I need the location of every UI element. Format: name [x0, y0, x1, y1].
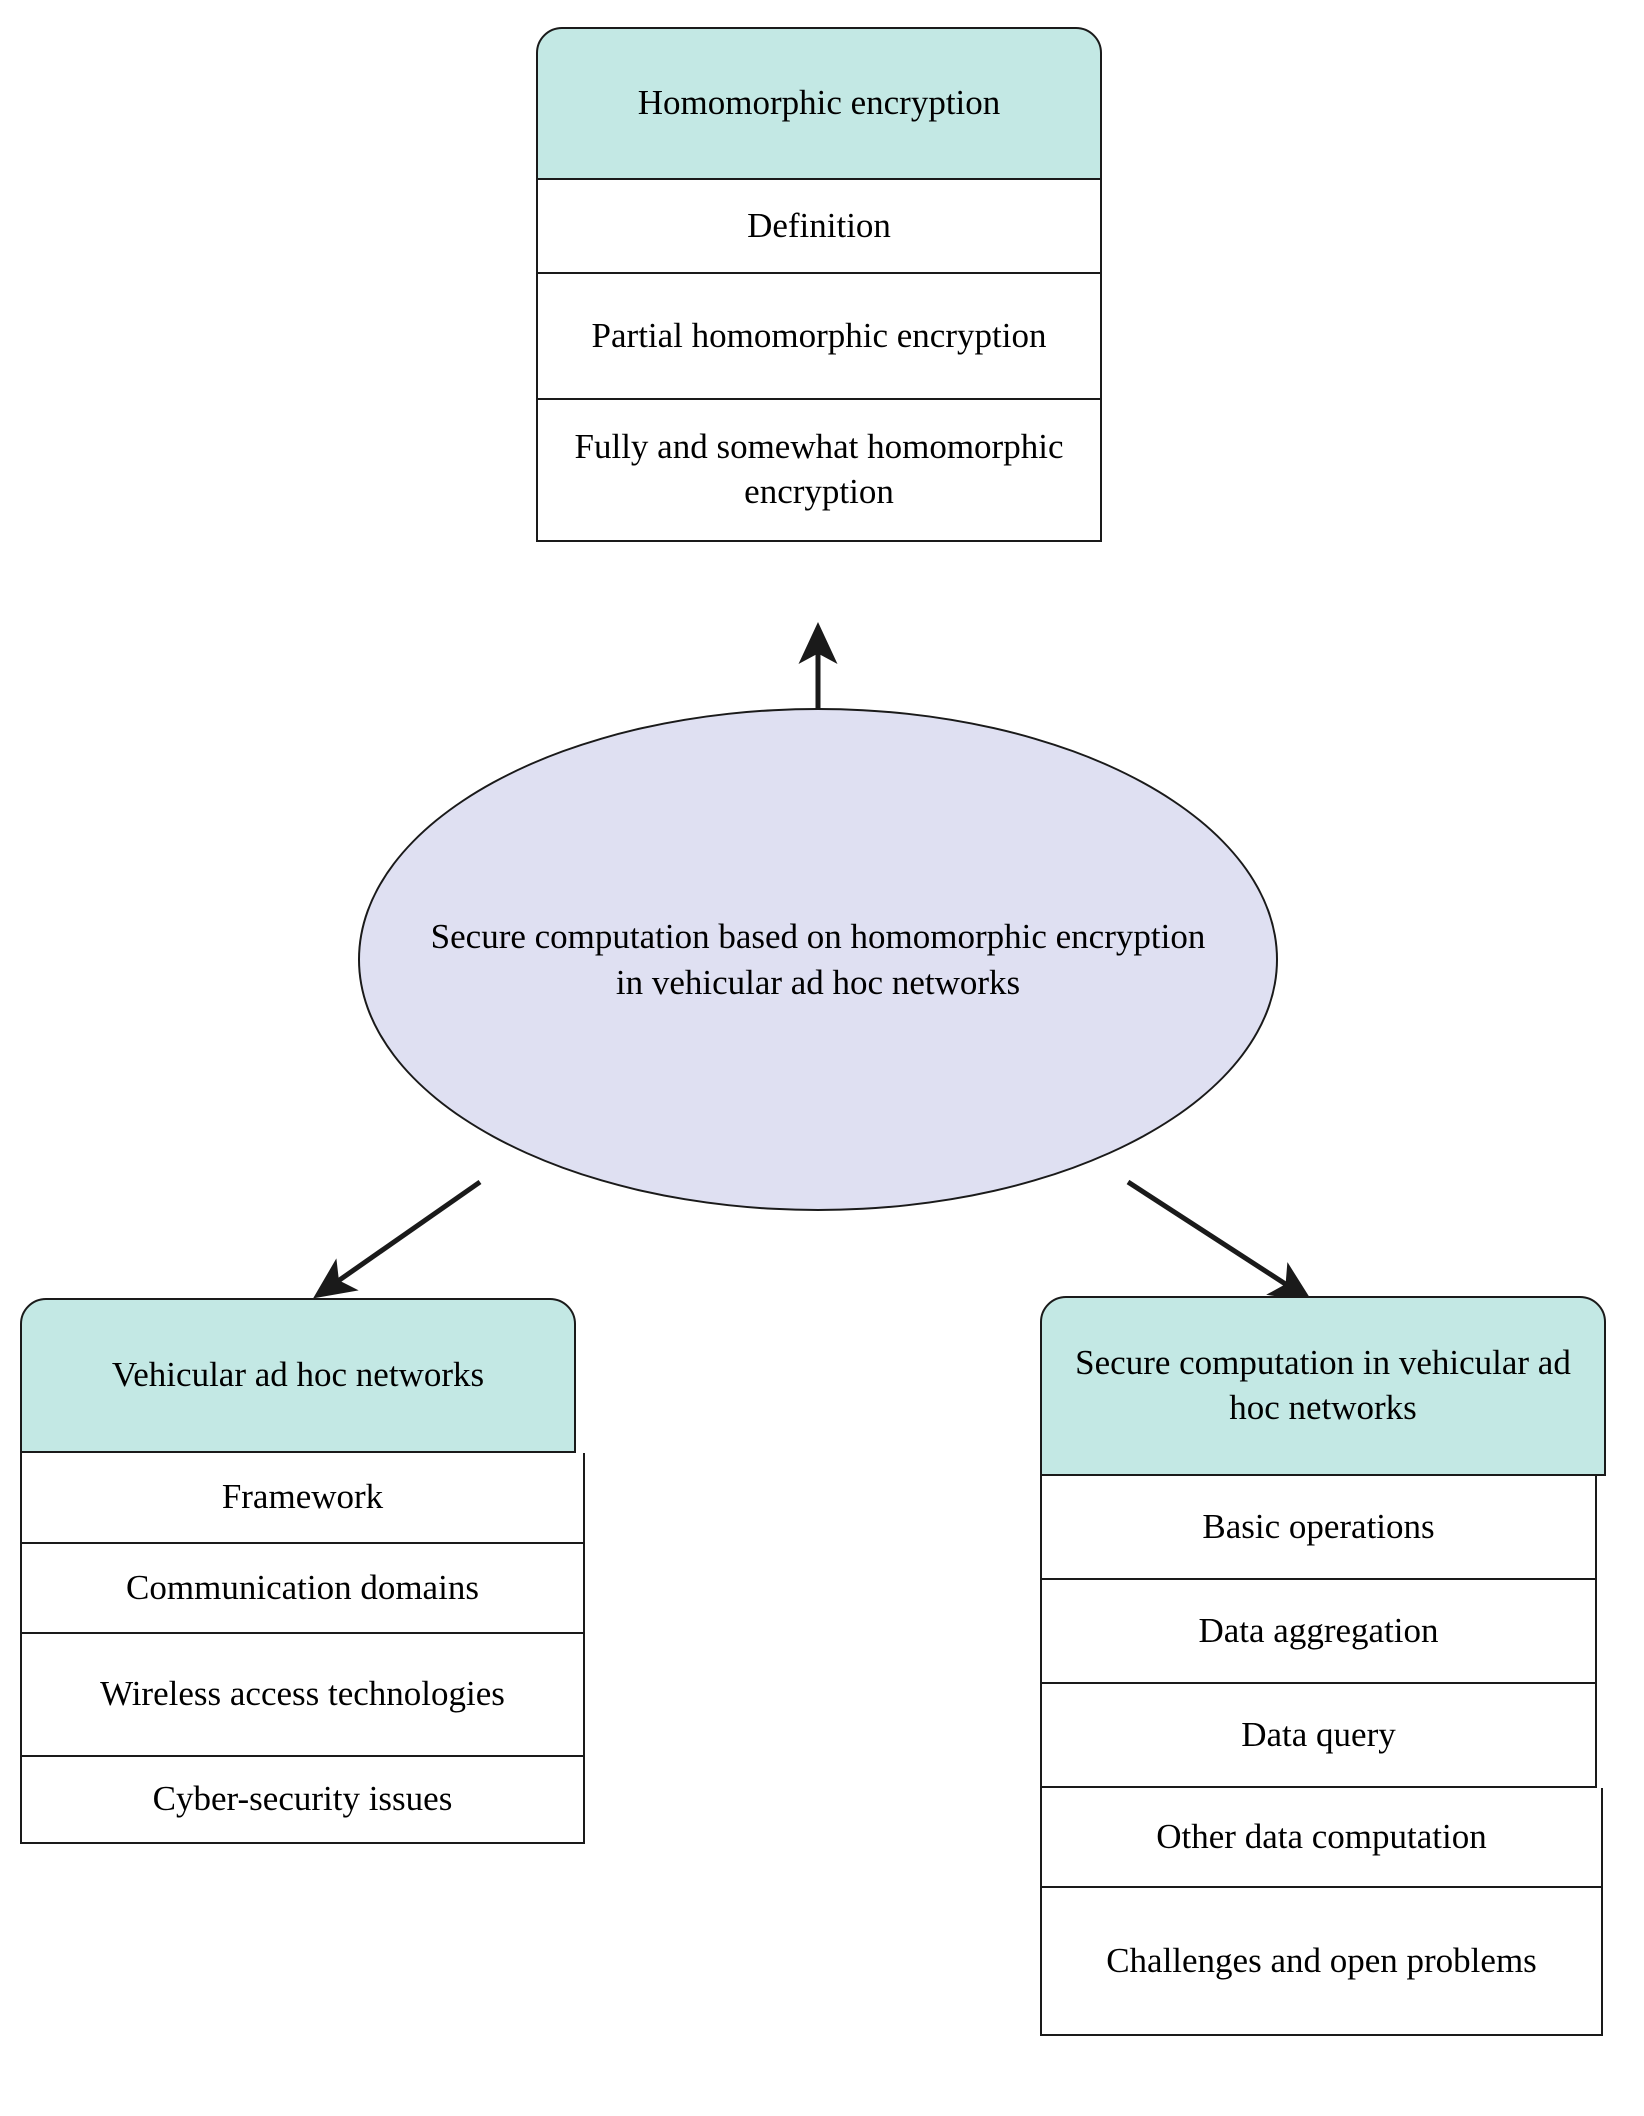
node-secure-computation-in-vanets-item-3: Other data computation — [1040, 1788, 1603, 1888]
node-secure-computation-in-vanets-item-4: Challenges and open problems — [1040, 1888, 1603, 2036]
node-secure-computation-in-vanets-item-0: Basic operations — [1040, 1476, 1597, 1580]
node-vehicular-ad-hoc-networks-item-2: Wireless access technologies — [20, 1634, 585, 1757]
node-vehicular-ad-hoc-networks-item-3: Cyber-security issues — [20, 1757, 585, 1844]
node-vehicular-ad-hoc-networks-item-1: Communication domains — [20, 1544, 585, 1634]
node-homomorphic-encryption-item-2: Fully and somewhat homomorphic encryption — [536, 400, 1102, 542]
node-homomorphic-encryption-item-0: Definition — [536, 180, 1102, 274]
node-center-topic — [358, 708, 1278, 1211]
edge-center-to-secure-computation-in-vanets — [1128, 1182, 1307, 1298]
node-vehicular-ad-hoc-networks-item-0: Framework — [20, 1453, 585, 1544]
node-secure-computation-in-vanets — [1040, 1296, 1606, 2036]
node-vehicular-ad-hoc-networks — [20, 1298, 585, 1844]
node-vehicular-ad-hoc-networks-title: Vehicular ad hoc networks — [20, 1298, 576, 1453]
node-secure-computation-in-vanets-item-2: Data query — [1040, 1684, 1597, 1788]
node-center-topic-label: Secure computation based on homomorphic encryption in vehicular ad hoc networks — [430, 917, 1206, 1002]
node-homomorphic-encryption — [536, 27, 1102, 542]
node-homomorphic-encryption-title: Homomorphic encryption — [536, 27, 1102, 180]
edge-center-to-vehicular-ad-hoc-networks — [318, 1182, 480, 1295]
node-secure-computation-in-vanets-title: Secure computation in vehicular ad hoc networks — [1040, 1296, 1606, 1476]
node-homomorphic-encryption-item-1: Partial homomorphic encryption — [536, 274, 1102, 400]
node-secure-computation-in-vanets-item-1: Data aggregation — [1040, 1580, 1597, 1684]
